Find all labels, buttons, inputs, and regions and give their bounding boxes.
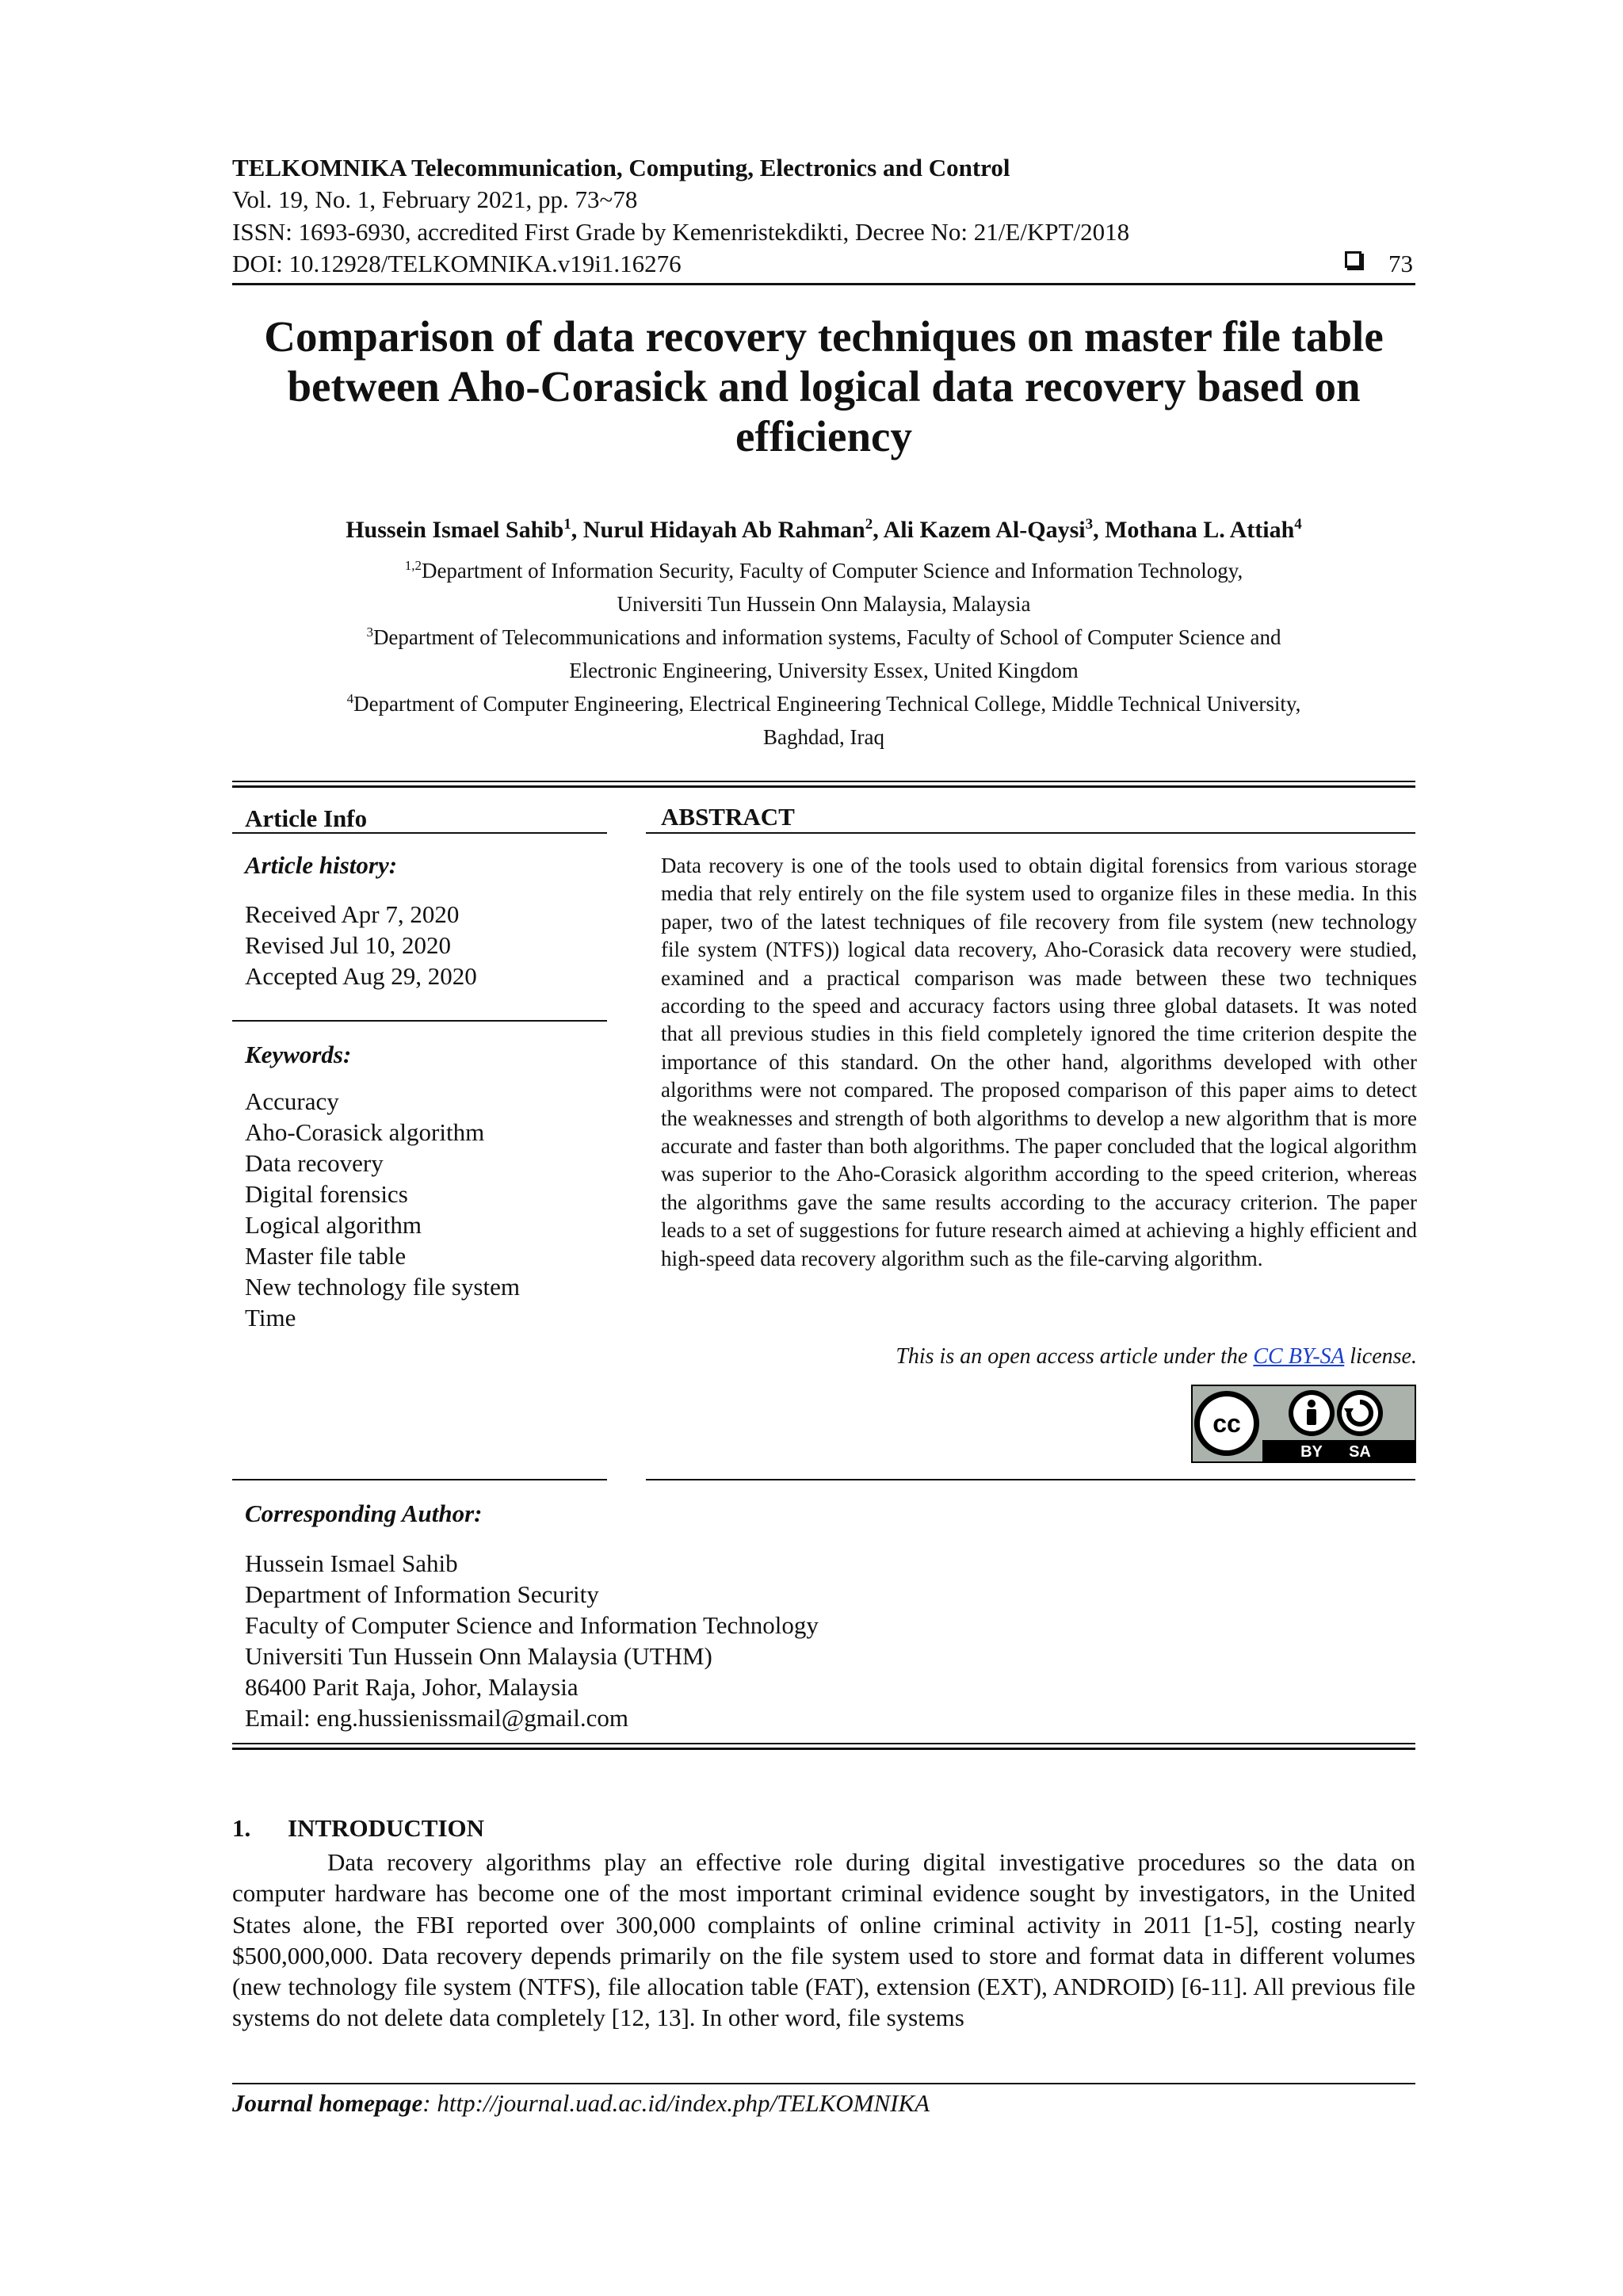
keyword-item: New technology file system: [245, 1273, 520, 1301]
page-box-icon: [1345, 251, 1361, 268]
affiliation-line: $^{1,2}$Department of Information Security, Faculty of Computer Science and Information Technology,: [404, 558, 1243, 583]
abstract-rule: [646, 832, 1415, 834]
doi-info: DOI: 10.12928/TELKOMNIKA.v19i1.16276: [232, 250, 682, 277]
affiliation-line: $^4$Department of Computer Engineering, Electrical Engineering Technical College, Middle Technical University,: [346, 691, 1301, 716]
author-name: Ali Kazem Al-Qaysi: [883, 517, 1086, 543]
section-number: 1.: [232, 1814, 251, 1842]
abstract-bottom-rule: [646, 1479, 1415, 1480]
article-info-heading: Article Info: [245, 804, 368, 832]
author-sup: 2: [865, 516, 873, 533]
keyword-item: Digital forensics: [245, 1180, 408, 1208]
corresponding-details: [245, 1548, 819, 1733]
top-rule: [232, 785, 1415, 788]
footer: [232, 2091, 930, 2115]
keyword-item: Master file table: [245, 1242, 407, 1270]
introduction-heading: [232, 1816, 484, 1840]
sa-label: SA: [1349, 1443, 1371, 1461]
header-rule: [232, 283, 1415, 285]
corresponding-line: Department of Information Security: [245, 1580, 599, 1608]
article-info-rule: [232, 832, 607, 834]
cc-by-sa-link[interactable]: CC BY-SA: [1253, 1344, 1345, 1369]
abstract-text: Data recovery is one of the tools used to obtain digital forensics from various storage media that rely entirely on the file system used to organize files in these media. In this paper, two of the latest techniques of file recovery from file system (new technology file system (NTFS)) logical data recovery, Aho-Corasick data recovery were studied, examined and a practical comparison was made between these two techniques according to the speed and accuracy factors using three global datasets. It was noted that all previous studies in this field completely ignored the time criterion despite the importance of this standard. On the other hand, algorithms developed with other algorithms were not compared. The proposed comparison of this paper aims to detect the weaknesses and strength of both algorithms to develop a new algorithm that is more accurate and faster than both algorithms. The paper concluded that the logical algorithm was superior to the Aho-Corasick algorithm according to the speed criterion, whereas the algorithms gave the same results according to the accuracy criterion. The paper leads to a set of suggestions for future research aimed at achieving a highly efficient and high-speed data recovery algorithm such as the file-carving algorithm.: [661, 854, 1417, 1270]
page-number: 73: [1388, 250, 1413, 277]
history-item: Accepted Aug 29, 2020: [245, 962, 477, 990]
affiliation-line: $^3$Department of Telecommunications and information systems, Faculty of School of Computer Science and: [366, 625, 1281, 649]
history-item: Received Apr 7, 2020: [245, 900, 460, 928]
corresponding-email: Email: eng.hussienissmail@gmail.com: [245, 1704, 629, 1732]
corresponding-line: 86400 Parit Raja, Johor, Malaysia: [245, 1673, 579, 1701]
author-name: Mothana L. Attiah: [1105, 517, 1295, 543]
author-sup: 3: [1085, 516, 1094, 533]
keyword-item: Logical algorithm: [245, 1211, 422, 1239]
footer-rule: [232, 2083, 1415, 2084]
history-item: Revised Jul 10, 2020: [245, 931, 452, 959]
affiliation-line: Electronic Engineering, University Essex, United Kingdom: [569, 659, 1079, 682]
cc-by-sa-badge-icon: [1191, 1385, 1416, 1463]
issn-info: ISSN: 1693-6930, accredited First Grade by Kemenristekdikti, Decree No: 21/E/KPT/2018: [232, 218, 1130, 246]
title-line: between Aho-Corasick and logical data recovery based on: [287, 362, 1361, 411]
introduction-text: Data recovery algorithms play an effective role during digital investigative procedures so the data on computer hardware has become one of the most important criminal evidence sought by investigators, in the United States alone, the FBI reported over 300,000 complaints of online criminal activity in 2011 [1-5], costing nearly $500,000,000. Data recovery depends primarily on the file system used to store and format data in different volumes (new technology file system (NTFS), file allocation table (FAT), extension (EXT), ANDROID) [6-11]. All previous file systems do not delete data completely [12, 13]. In other word, file systems: [232, 1848, 1415, 2032]
paper-title: [232, 311, 1415, 461]
abstract-heading: ABSTRACT: [661, 803, 795, 831]
corresponding-line: Hussein Ismael Sahib: [245, 1549, 458, 1577]
author-list: Hussein Ismael Sahib$^1$, Nurul Hidayah Ab Rahman$^2$, Ali Kazem Al-Qaysi$^3$, Mothana L. Attiah$^4$: [346, 516, 1302, 543]
author-name: Nurul Hidayah Ab Rahman: [582, 517, 865, 543]
article-info-bottom-rule: [232, 1479, 607, 1480]
title-line: efficiency: [735, 412, 912, 460]
corresponding-author-label: Corresponding Author:: [245, 1499, 483, 1527]
author-name: Hussein Ismael Sahib: [346, 517, 564, 543]
cc-glyph: cc: [1212, 1409, 1241, 1438]
volume-info: Vol. 19, No. 1, February 2021, pp. 73~78: [232, 185, 638, 213]
keyword-item: Aho-Corasick algorithm: [245, 1118, 485, 1146]
keywords-list: [245, 1086, 520, 1333]
affiliations: [232, 552, 1415, 751]
bottom-rule: [232, 1743, 1415, 1744]
journal-name: TELKOMNIKA Telecommunication, Computing, Electronics and Control: [232, 154, 1010, 181]
article-history-label: Article history:: [245, 851, 398, 879]
by-label: BY: [1300, 1443, 1323, 1461]
author-sup: 4: [1294, 516, 1302, 533]
keyword-item: Accuracy: [245, 1087, 339, 1115]
journal-homepage-url: : http://journal.uad.ac.id/index.php/TELKOMNIKA: [422, 2089, 930, 2117]
title-line: Comparison of data recovery techniques on master file table: [264, 312, 1384, 361]
keywords-label: Keywords:: [245, 1041, 352, 1068]
footer-label: Journal homepage: [232, 2089, 423, 2117]
corresponding-line: Universiti Tun Hussein Onn Malaysia (UTHM): [245, 1642, 712, 1670]
bottom-rule: [232, 1748, 1415, 1750]
history-list: [245, 899, 477, 991]
affiliation-line: Universiti Tun Hussein Onn Malaysia, Malaysia: [617, 592, 1031, 616]
affiliation-line: Baghdad, Iraq: [763, 725, 884, 749]
section-title: INTRODUCTION: [288, 1814, 485, 1842]
license-line: This is an open access article under the CC BY-SA license.: [896, 1344, 1417, 1369]
keywords-rule: [232, 1020, 607, 1022]
top-rule: [232, 781, 1415, 782]
keyword-item: Time: [245, 1304, 296, 1331]
corresponding-line: Faculty of Computer Science and Information Technology: [245, 1611, 819, 1639]
author-sup: 1: [563, 516, 571, 533]
keyword-item: Data recovery: [245, 1149, 384, 1177]
